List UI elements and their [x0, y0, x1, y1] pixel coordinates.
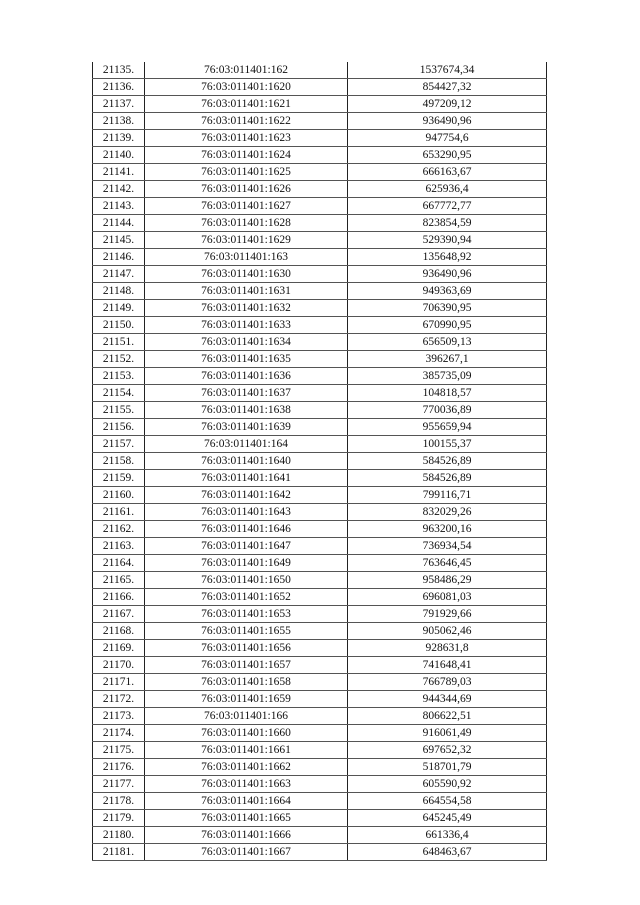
row-number-cell: 21147. [93, 266, 145, 283]
cadastral-number-cell: 76:03:011401:1635 [145, 351, 348, 368]
table-row [93, 640, 547, 657]
cadastral-number-cell: 76:03:011401:1647 [145, 538, 348, 555]
table-row [93, 198, 547, 215]
cadastral-value-cell: 963200,16 [348, 521, 547, 538]
cadastral-value-cell: 955659,94 [348, 419, 547, 436]
row-number-cell: 21160. [93, 487, 145, 504]
cadastral-value-cell: 664554,58 [348, 793, 547, 810]
cadastral-number-cell: 76:03:011401:1642 [145, 487, 348, 504]
cadastral-value-cell: 905062,46 [348, 623, 547, 640]
cadastral-number-cell: 76:03:011401:1663 [145, 776, 348, 793]
cadastral-number-cell: 76:03:011401:1653 [145, 606, 348, 623]
table-row [93, 691, 547, 708]
table-row [93, 351, 547, 368]
row-number-cell: 21157. [93, 436, 145, 453]
table-row [93, 657, 547, 674]
row-number-cell: 21163. [93, 538, 145, 555]
cadastral-number-cell: 76:03:011401:1666 [145, 827, 348, 844]
row-number-cell: 21166. [93, 589, 145, 606]
row-number-cell: 21143. [93, 198, 145, 215]
cadastral-value-cell: 385735,09 [348, 368, 547, 385]
table-row [93, 62, 547, 79]
table-row [93, 708, 547, 725]
cadastral-value-cell: 958486,29 [348, 572, 547, 589]
cadastral-number-cell: 76:03:011401:1639 [145, 419, 348, 436]
cadastral-value-cell: 799116,71 [348, 487, 547, 504]
table-row [93, 725, 547, 742]
row-number-cell: 21178. [93, 793, 145, 810]
table-row [93, 521, 547, 538]
cadastral-number-cell: 76:03:011401:1665 [145, 810, 348, 827]
table-row [93, 181, 547, 198]
cadastral-number-cell: 76:03:011401:166 [145, 708, 348, 725]
cadastral-number-cell: 76:03:011401:1633 [145, 317, 348, 334]
row-number-cell: 21176. [93, 759, 145, 776]
cadastral-number-cell: 76:03:011401:1656 [145, 640, 348, 657]
cadastral-value-cell: 947754,6 [348, 130, 547, 147]
cadastral-number-cell: 76:03:011401:1655 [145, 623, 348, 640]
table-row [93, 470, 547, 487]
cadastral-value-cell: 706390,95 [348, 300, 547, 317]
cadastral-value-cell: 944344,69 [348, 691, 547, 708]
cadastral-number-cell: 76:03:011401:1660 [145, 725, 348, 742]
cadastral-value-cell: 396267,1 [348, 351, 547, 368]
cadastral-number-cell: 76:03:011401:1628 [145, 215, 348, 232]
cadastral-number-cell: 76:03:011401:1623 [145, 130, 348, 147]
row-number-cell: 21144. [93, 215, 145, 232]
cadastral-value-cell: 949363,69 [348, 283, 547, 300]
table-row [93, 300, 547, 317]
cadastral-value-cell: 1537674,34 [348, 62, 547, 79]
table-row [93, 96, 547, 113]
cadastral-value-cell: 936490,96 [348, 113, 547, 130]
row-number-cell: 21142. [93, 181, 145, 198]
table-row [93, 572, 547, 589]
cadastral-number-cell: 76:03:011401:1640 [145, 453, 348, 470]
cadastral-number-cell: 76:03:011401:1652 [145, 589, 348, 606]
cadastral-value-cell: 605590,92 [348, 776, 547, 793]
cadastral-number-cell: 76:03:011401:1621 [145, 96, 348, 113]
cadastral-value-cell: 696081,03 [348, 589, 547, 606]
cadastral-value-cell: 763646,45 [348, 555, 547, 572]
cadastral-number-cell: 76:03:011401:1631 [145, 283, 348, 300]
cadastral-number-cell: 76:03:011401:1627 [145, 198, 348, 215]
cadastral-number-cell: 76:03:011401:1646 [145, 521, 348, 538]
table-row [93, 504, 547, 521]
cadastral-number-cell: 76:03:011401:1649 [145, 555, 348, 572]
cadastral-value-cell: 823854,59 [348, 215, 547, 232]
cadastral-number-cell: 76:03:011401:1657 [145, 657, 348, 674]
table-row [93, 810, 547, 827]
cadastral-value-cell: 854427,32 [348, 79, 547, 96]
table-row [93, 368, 547, 385]
cadastral-value-cell: 518701,79 [348, 759, 547, 776]
table-row [93, 453, 547, 470]
table-row [93, 79, 547, 96]
cadastral-number-cell: 76:03:011401:1620 [145, 79, 348, 96]
cadastral-number-cell: 76:03:011401:164 [145, 436, 348, 453]
row-number-cell: 21158. [93, 453, 145, 470]
table-row [93, 215, 547, 232]
cadastral-number-cell: 76:03:011401:1643 [145, 504, 348, 521]
row-number-cell: 21138. [93, 113, 145, 130]
table-row [93, 232, 547, 249]
cadastral-number-cell: 76:03:011401:1662 [145, 759, 348, 776]
cadastral-number-cell: 76:03:011401:1664 [145, 793, 348, 810]
cadastral-value-cell: 666163,67 [348, 164, 547, 181]
cadastral-value-cell: 791929,66 [348, 606, 547, 623]
cadastral-number-cell: 76:03:011401:1637 [145, 385, 348, 402]
row-number-cell: 21152. [93, 351, 145, 368]
table-row [93, 776, 547, 793]
table-row [93, 419, 547, 436]
cadastral-number-cell: 76:03:011401:1632 [145, 300, 348, 317]
table-row [93, 334, 547, 351]
row-number-cell: 21177. [93, 776, 145, 793]
cadastral-value-cell: 529390,94 [348, 232, 547, 249]
row-number-cell: 21135. [93, 62, 145, 79]
table-row [93, 742, 547, 759]
row-number-cell: 21164. [93, 555, 145, 572]
row-number-cell: 21169. [93, 640, 145, 657]
row-number-cell: 21140. [93, 147, 145, 164]
table-row [93, 844, 547, 861]
row-number-cell: 21165. [93, 572, 145, 589]
cadastral-value-cell: 584526,89 [348, 453, 547, 470]
row-number-cell: 21173. [93, 708, 145, 725]
cadastral-number-cell: 76:03:011401:163 [145, 249, 348, 266]
table-row [93, 606, 547, 623]
table-row [93, 164, 547, 181]
row-number-cell: 21141. [93, 164, 145, 181]
table-row [93, 266, 547, 283]
row-number-cell: 21145. [93, 232, 145, 249]
cadastral-value-cell: 584526,89 [348, 470, 547, 487]
cadastral-number-cell: 76:03:011401:1650 [145, 572, 348, 589]
table-row [93, 317, 547, 334]
cadastral-value-cell: 104818,57 [348, 385, 547, 402]
table-row [93, 249, 547, 266]
cadastral-value-cell: 697652,32 [348, 742, 547, 759]
row-number-cell: 21151. [93, 334, 145, 351]
cadastral-number-cell: 76:03:011401:1638 [145, 402, 348, 419]
cadastral-value-cell: 936490,96 [348, 266, 547, 283]
table-row [93, 283, 547, 300]
row-number-cell: 21137. [93, 96, 145, 113]
row-number-cell: 21161. [93, 504, 145, 521]
row-number-cell: 21159. [93, 470, 145, 487]
cadastral-value-cell: 656509,13 [348, 334, 547, 351]
cadastral-value-cell: 661336,4 [348, 827, 547, 844]
cadastral-number-cell: 76:03:011401:1641 [145, 470, 348, 487]
cadastral-number-cell: 76:03:011401:1629 [145, 232, 348, 249]
cadastral-value-cell: 670990,95 [348, 317, 547, 334]
row-number-cell: 21136. [93, 79, 145, 96]
row-number-cell: 21171. [93, 674, 145, 691]
row-number-cell: 21153. [93, 368, 145, 385]
table-row [93, 487, 547, 504]
table-row [93, 623, 547, 640]
cadastral-number-cell: 76:03:011401:1630 [145, 266, 348, 283]
row-number-cell: 21162. [93, 521, 145, 538]
table-row [93, 147, 547, 164]
cadastral-number-cell: 76:03:011401:1661 [145, 742, 348, 759]
cadastral-number-cell: 76:03:011401:1626 [145, 181, 348, 198]
row-number-cell: 21156. [93, 419, 145, 436]
cadastral-value-cell: 100155,37 [348, 436, 547, 453]
table-row [93, 827, 547, 844]
row-number-cell: 21179. [93, 810, 145, 827]
row-number-cell: 21175. [93, 742, 145, 759]
table-row [93, 759, 547, 776]
row-number-cell: 21174. [93, 725, 145, 742]
cadastral-value-cell: 770036,89 [348, 402, 547, 419]
cadastral-number-cell: 76:03:011401:1636 [145, 368, 348, 385]
cadastral-value-cell: 667772,77 [348, 198, 547, 215]
cadastral-number-cell: 76:03:011401:1634 [145, 334, 348, 351]
cadastral-value-cell: 766789,03 [348, 674, 547, 691]
cadastral-number-cell: 76:03:011401:1659 [145, 691, 348, 708]
row-number-cell: 21167. [93, 606, 145, 623]
cadastral-number-cell: 76:03:011401:162 [145, 62, 348, 79]
row-number-cell: 21168. [93, 623, 145, 640]
row-number-cell: 21180. [93, 827, 145, 844]
table-row [93, 589, 547, 606]
cadastral-value-cell: 806622,51 [348, 708, 547, 725]
cadastral-number-cell: 76:03:011401:1658 [145, 674, 348, 691]
cadastral-value-cell: 741648,41 [348, 657, 547, 674]
cadastral-value-cell: 928631,8 [348, 640, 547, 657]
row-number-cell: 21139. [93, 130, 145, 147]
cadastral-value-cell: 648463,67 [348, 844, 547, 861]
table-row [93, 385, 547, 402]
cadastral-number-cell: 76:03:011401:1624 [145, 147, 348, 164]
table-row [93, 402, 547, 419]
cadastral-value-cell: 653290,95 [348, 147, 547, 164]
table-body [93, 62, 547, 861]
row-number-cell: 21150. [93, 317, 145, 334]
cadastral-value-table [92, 62, 547, 861]
cadastral-value-cell: 625936,4 [348, 181, 547, 198]
cadastral-number-cell: 76:03:011401:1667 [145, 844, 348, 861]
cadastral-value-cell: 736934,54 [348, 538, 547, 555]
table-row [93, 130, 547, 147]
row-number-cell: 21155. [93, 402, 145, 419]
cadastral-value-cell: 916061,49 [348, 725, 547, 742]
cadastral-value-cell: 645245,49 [348, 810, 547, 827]
cadastral-number-cell: 76:03:011401:1622 [145, 113, 348, 130]
cadastral-value-cell: 832029,26 [348, 504, 547, 521]
table-row [93, 793, 547, 810]
row-number-cell: 21146. [93, 249, 145, 266]
row-number-cell: 21181. [93, 844, 145, 861]
row-number-cell: 21149. [93, 300, 145, 317]
table-row [93, 674, 547, 691]
cadastral-value-cell: 135648,92 [348, 249, 547, 266]
cadastral-value-cell: 497209,12 [348, 96, 547, 113]
row-number-cell: 21170. [93, 657, 145, 674]
row-number-cell: 21148. [93, 283, 145, 300]
table-row [93, 538, 547, 555]
table-row [93, 436, 547, 453]
table-row [93, 555, 547, 572]
row-number-cell: 21154. [93, 385, 145, 402]
row-number-cell: 21172. [93, 691, 145, 708]
cadastral-number-cell: 76:03:011401:1625 [145, 164, 348, 181]
table-row [93, 113, 547, 130]
